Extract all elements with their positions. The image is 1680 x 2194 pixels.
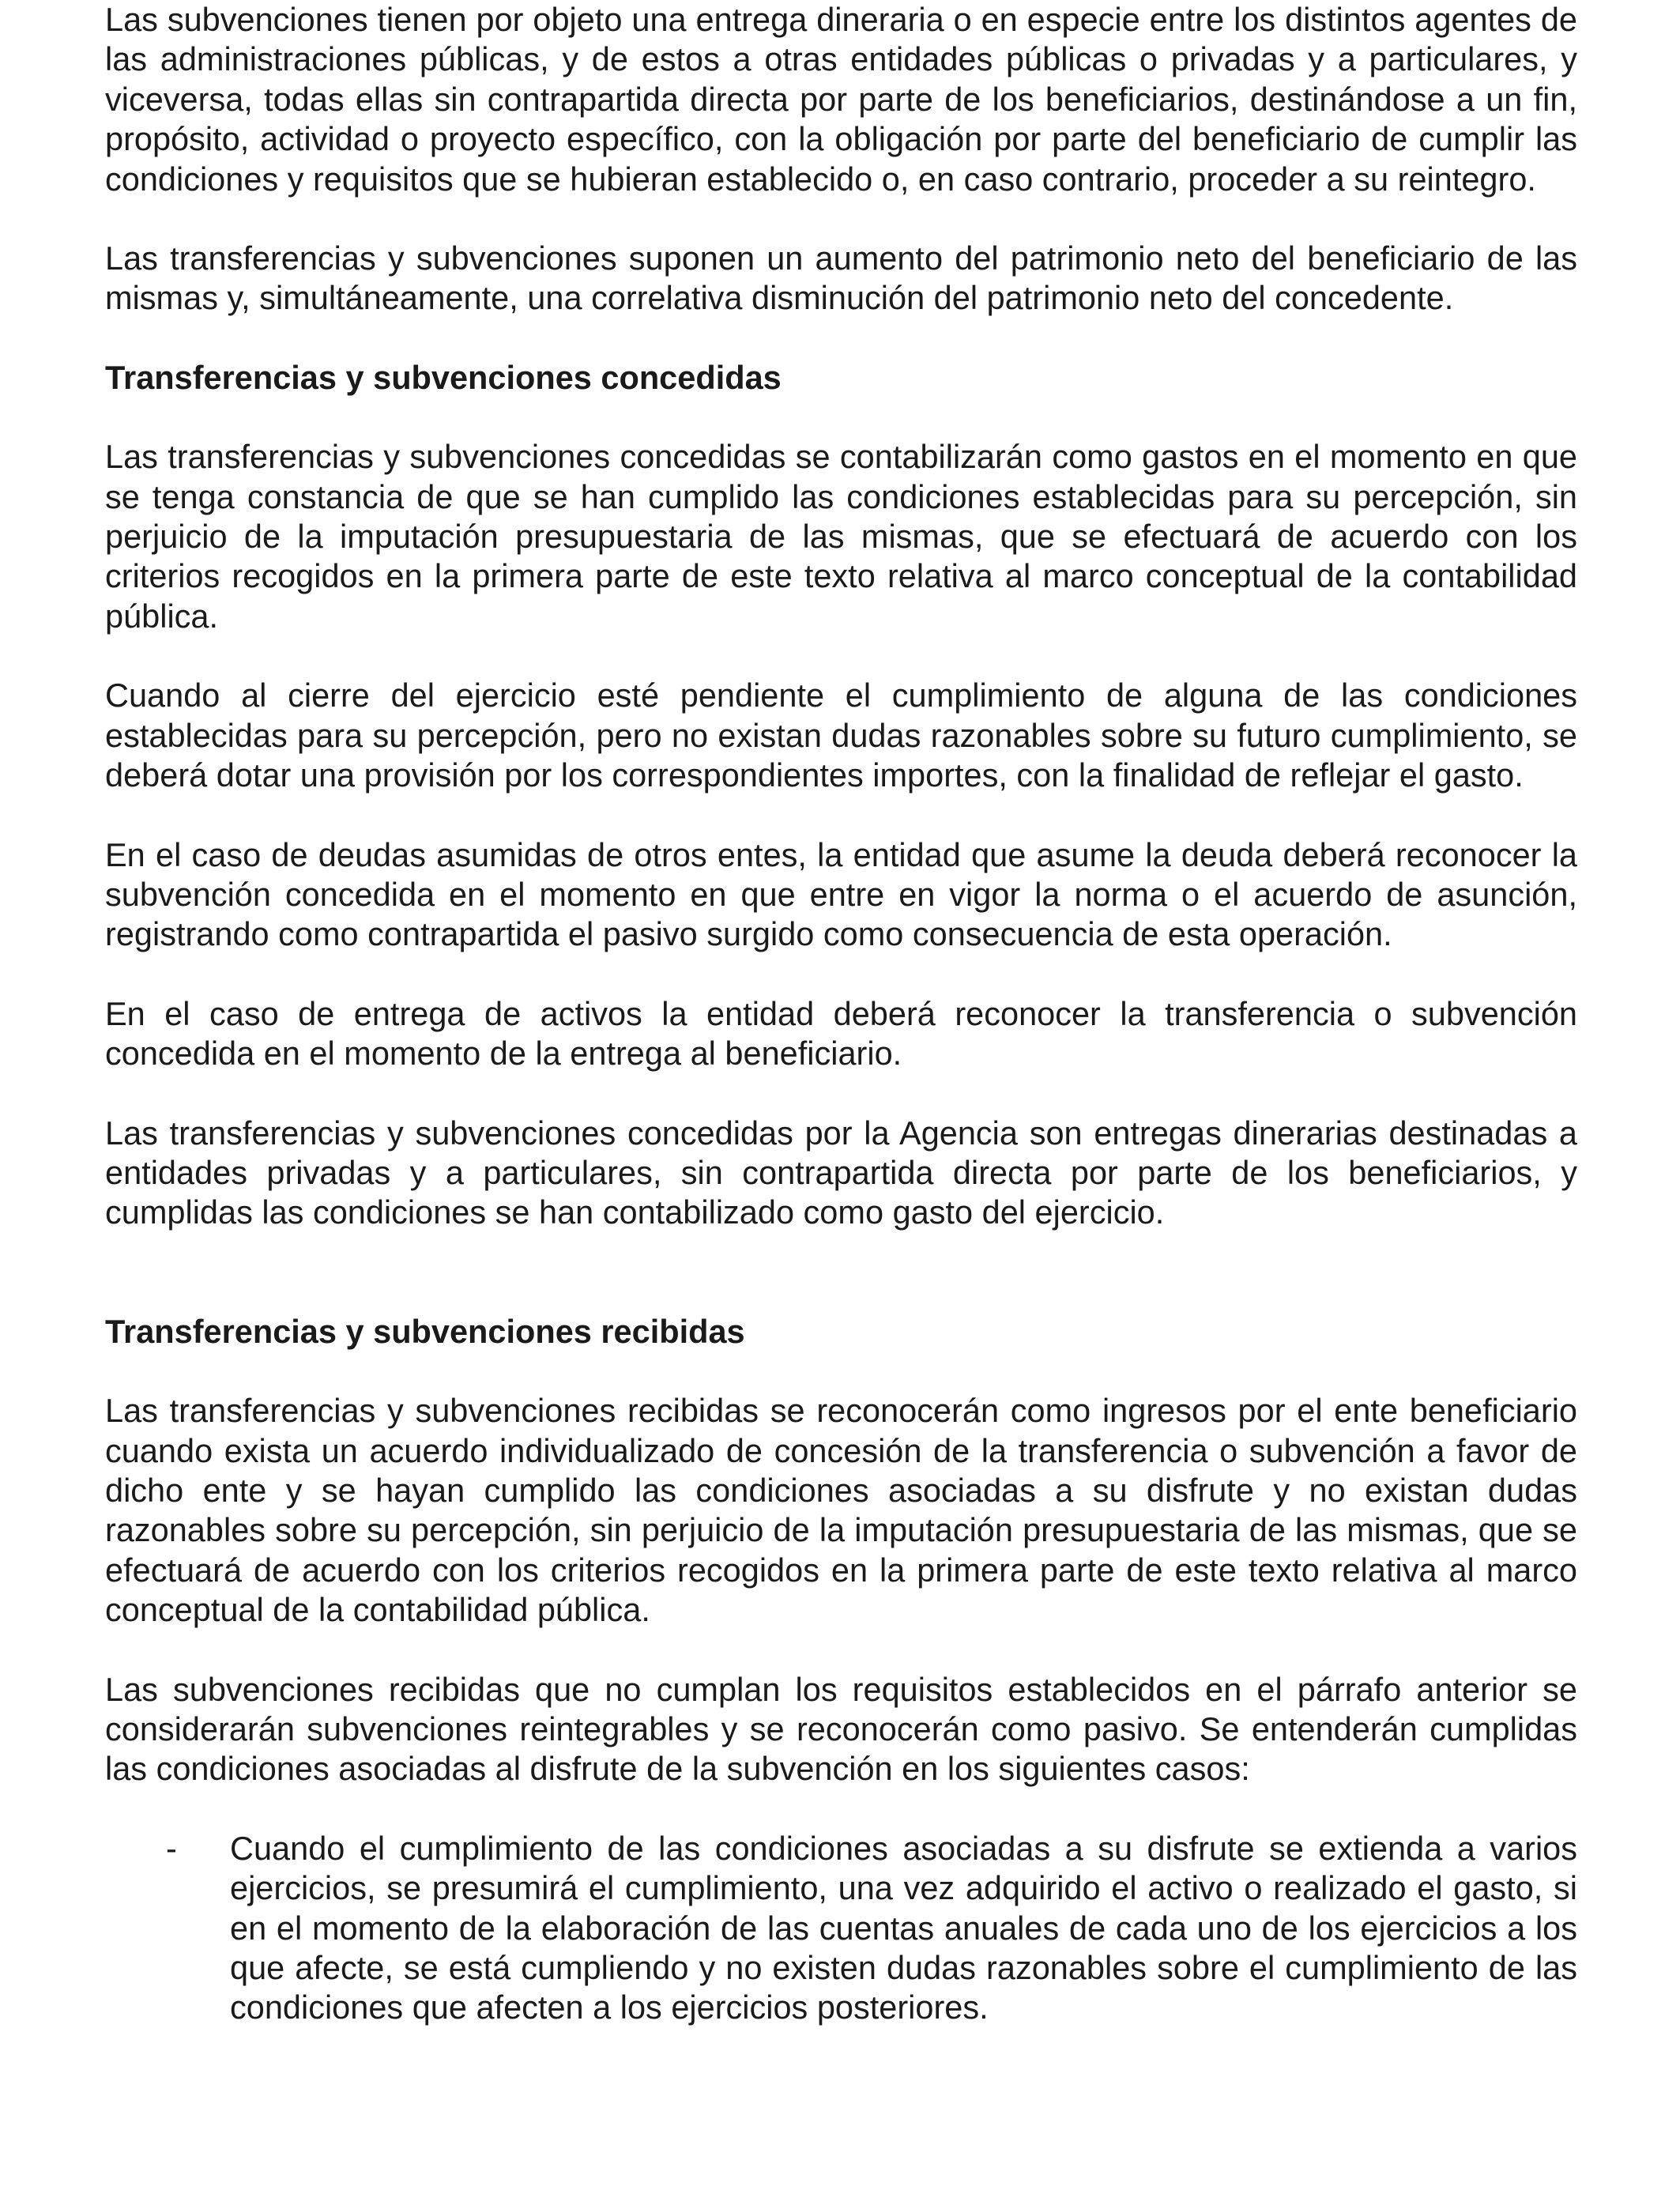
list-item bbox=[105, 1829, 1577, 2028]
recibidas-paragraph-1: Las transferencias y subvenciones recibidas se reconocerán como ingresos por el ente beneficiario cuando exista un acuerdo individualizado de concesión de la transferencia o subvención a favor de dicho ente y se hayan cumplido las condiciones asociadas a su disfrute y no existan dudas razonables sobre su percepción, sin perjuicio de la imputación presupuestaria de las mismas, que se efectuará de acuerdo con los criterios recogidos en la primera parte de este texto relativa al marco conceptual de la contabilidad pública. bbox=[105, 1392, 1577, 1629]
recibidas-paragraph-2: Las subvenciones recibidas que no cumplan los requisitos establecidos en el párrafo anterior se considerarán subvenciones reintegrables y se reconocerán como pasivo. Se entenderán cumplidas las condiciones asociadas al disfrute de la subvención en los siguientes casos: bbox=[105, 1670, 1577, 1788]
concedidas-paragraph-3: En el caso de deudas asumidas de otros entes, la entidad que asume la deuda deberá reconocer la subvención concedida en el momento en que entre en vigor la norma o el acuerdo de asunción, registrando como contrapartida el pasivo surgido como consecuencia de esta operación. bbox=[105, 835, 1577, 953]
list-dash-marker: - bbox=[166, 1829, 177, 1867]
concedidas-paragraph-2: Cuando al cierre del ejercicio esté pendiente el cumplimiento de alguna de las condiciones establecidas para su percepción, pero no existan dudas razonables sobre su futuro cumplimiento, se deberá dotar una provisión por los correspondientes importes, con la finalidad de reflejar el gasto. bbox=[105, 677, 1577, 794]
intro-paragraph-2: Las transferencias y subvenciones suponen un aumento del patrimonio neto del beneficiario de las mismas y, simultáneamente, una correlativa disminución del patrimonio neto del concedente. bbox=[105, 239, 1577, 317]
document-page bbox=[105, 0, 1577, 2028]
concedidas-paragraph-5: Las transferencias y subvenciones concedidas por la Agencia son entregas dinerarias destinadas a entidades privadas y a particulares, sin contrapartida directa por parte de los beneficiarios, y cumplidas las condiciones se han contabilizado como gasto del ejercicio. bbox=[105, 1114, 1577, 1231]
list-item-text: Cuando el cumplimiento de las condiciones asociadas a su disfrute se extienda a varios ejercicios, se presumirá el cumplimiento, una vez adquirido el activo o realizado el gasto, si en el momento de la elaboración de las cuentas anuales de cada uno de los ejercicios a los que afecte, se está cumpliendo y no existen dudas razonables sobre el cumplimiento de las condiciones que afecten a los ejercicios posteriores. bbox=[230, 1829, 1577, 2026]
intro-paragraph-1: Las subvenciones tienen por objeto una entrega dineraria o en especie entre los distintos agentes de las administraciones públicas, y de estos a otras entidades públicas o privadas y a particulares, y viceversa, todas ellas sin contrapartida directa por parte de los beneficiarios, destinándose a un fin, propósito, actividad o proyecto específico, con la obligación por parte del beneficiario de cumplir las condiciones y requisitos que se hubieran establecido o, en caso contrario, proceder a su reintegro. bbox=[105, 1, 1577, 198]
concedidas-paragraph-4: En el caso de entrega de activos la entidad deberá reconocer la transferencia o subvención concedida en el momento de la entrega al beneficiario. bbox=[105, 994, 1577, 1072]
heading-concedidas: Transferencias y subvenciones concedidas bbox=[105, 358, 782, 396]
concedidas-paragraph-1: Las transferencias y subvenciones concedidas se contabilizarán como gastos en el momento en que se tenga constancia de que se han cumplido las condiciones establecidas para su percepción, sin perjuicio de la imputación presupuestaria de las mismas, que se efectuará de acuerdo con los criterios recogidos en la primera parte de este texto relativa al marco conceptual de la contabilidad pública. bbox=[105, 438, 1577, 635]
heading-recibidas: Transferencias y subvenciones recibidas bbox=[105, 1312, 745, 1350]
